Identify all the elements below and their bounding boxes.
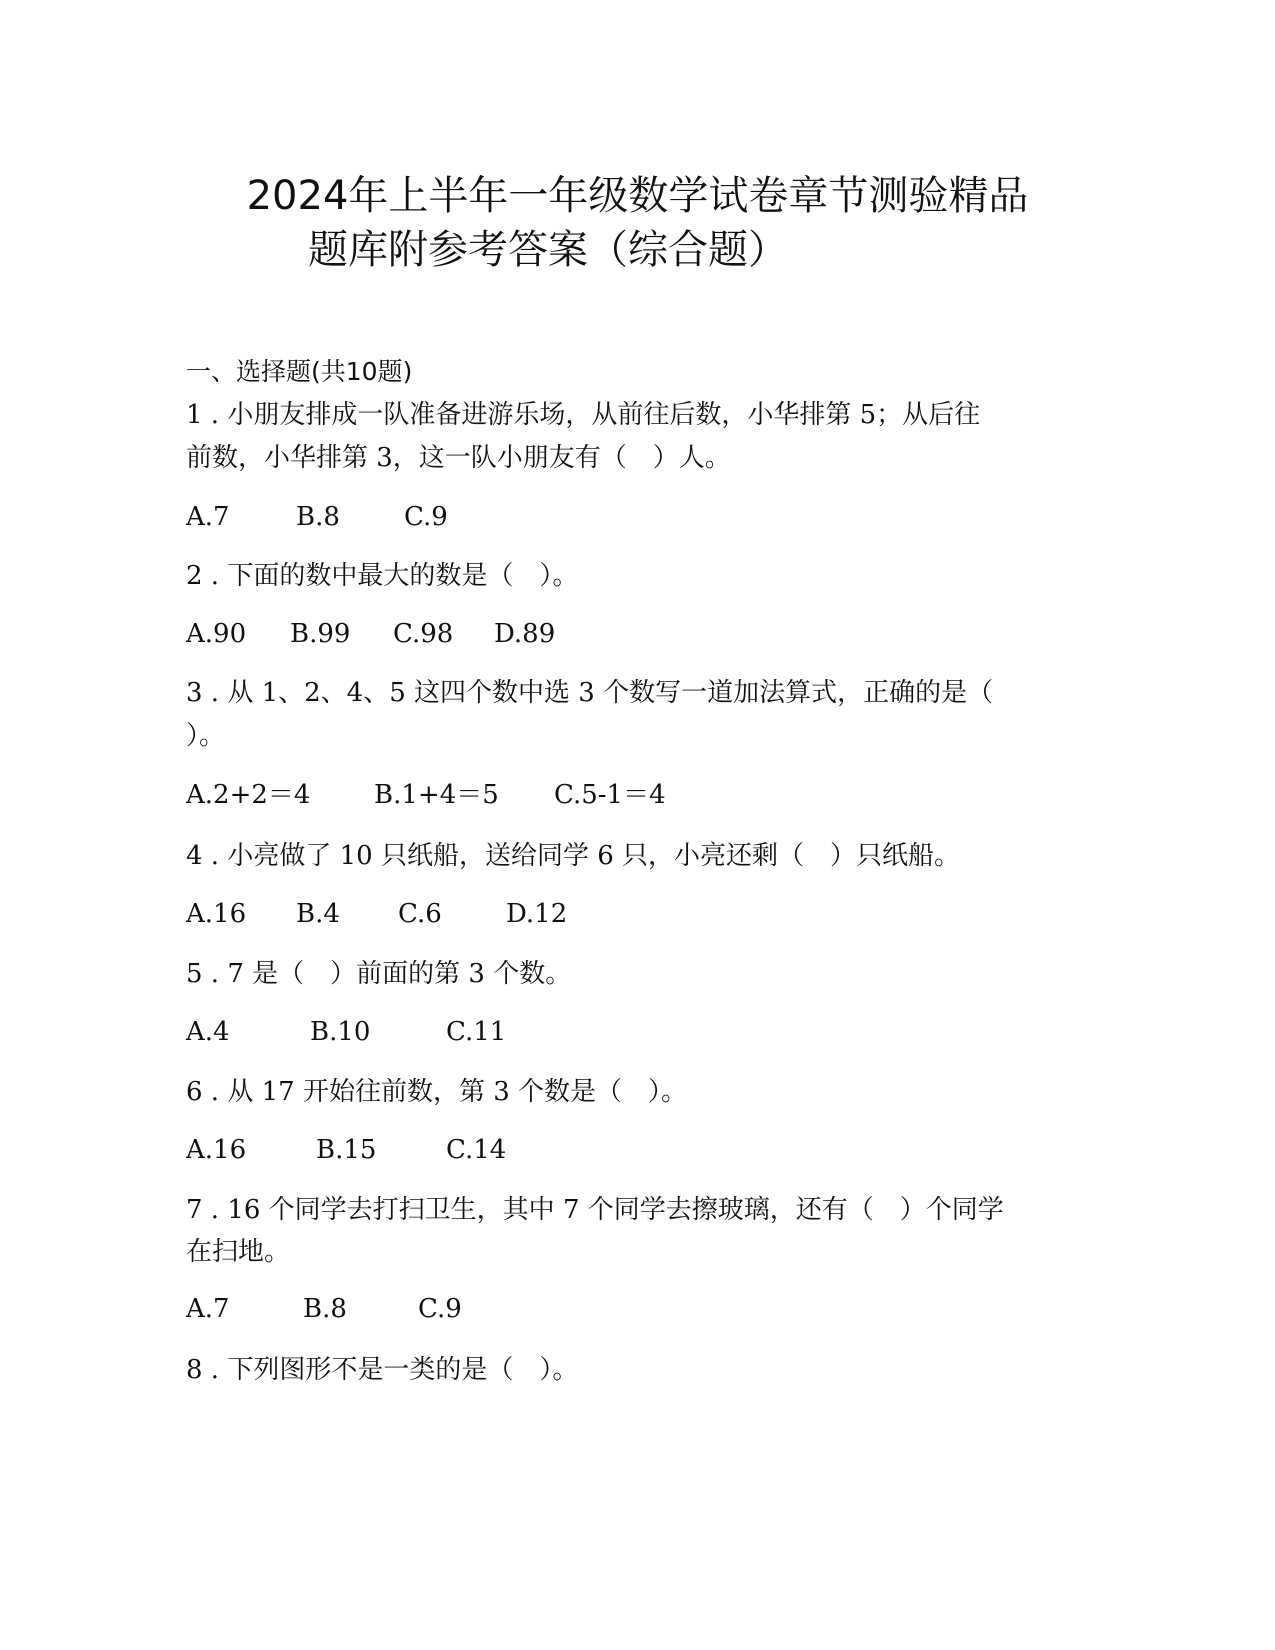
question-5-text-line-1: 5 . 7 是（ ）前面的第 3 个数。 (186, 959, 572, 989)
question-3-text-line-2: ）。 (186, 721, 226, 751)
question-4-option-d: D.12 (506, 899, 568, 929)
question-6-option-b: B.15 (316, 1135, 377, 1165)
question-3-text-line-1: 3 . 从 1、2、4、5 这四个数中选 3 个数写一道加法算式，正确的是（ (186, 678, 994, 708)
question-6-text-line-1: 6 . 从 17 开始往前数，第 3 个数是（ ）。 (186, 1077, 688, 1107)
document-title-line-2: 题库附参考答案（综合题） (308, 227, 788, 273)
question-7-option-a: A.7 (186, 1294, 230, 1324)
question-1-text-line-2: 前数，小华排第 3，这一队小朋友有（ ）人。 (186, 443, 731, 473)
question-4-option-b: B.4 (296, 899, 340, 929)
question-3-option-b: B.1+4＝5 (374, 780, 499, 810)
question-4-option-c: C.6 (398, 899, 442, 929)
question-2-option-d: D.89 (494, 619, 556, 649)
question-1-option-c: C.9 (404, 502, 448, 532)
question-2-option-c: C.98 (393, 619, 454, 649)
question-7-text-line-2: 在扫地。 (186, 1237, 291, 1267)
question-4-text-line-1: 4 . 小亮做了 10 只纸船，送给同学 6 只，小亮还剩（ ）只纸船。 (186, 841, 961, 871)
question-2-option-b: B.99 (290, 619, 351, 649)
document-title-line-1: 2024年上半年一年级数学试卷章节测验精品 (246, 173, 1029, 219)
question-1-option-a: A.7 (186, 502, 230, 532)
question-3-option-a: A.2+2＝4 (186, 780, 311, 810)
question-2-text-line-1: 2 . 下面的数中最大的数是（ ）。 (186, 561, 579, 591)
question-6-option-a: A.16 (186, 1135, 247, 1165)
question-5-option-c: C.11 (446, 1017, 507, 1047)
question-7-option-b: B.8 (303, 1294, 347, 1324)
question-5-option-b: B.10 (310, 1017, 371, 1047)
question-8-text-line-1: 8 . 下列图形不是一类的是（ ）。 (186, 1355, 579, 1385)
question-7-option-c: C.9 (418, 1294, 462, 1324)
question-2-option-a: A.90 (186, 619, 247, 649)
question-4-option-a: A.16 (186, 899, 247, 929)
question-3-option-c: C.5-1＝4 (554, 780, 666, 810)
question-5-option-a: A.4 (186, 1017, 230, 1047)
question-1-option-b: B.8 (296, 502, 340, 532)
question-6-option-c: C.14 (446, 1135, 507, 1165)
question-7-text-line-1: 7 . 16 个同学去打扫卫生，其中 7 个同学去擦玻璃，还有（ ）个同学 (186, 1195, 1004, 1225)
question-1-text-line-1: 1 . 小朋友排成一队准备进游乐场，从前往后数，小华排第 5；从后往 (186, 400, 981, 430)
section-heading: 一、选择题(共10题) (186, 357, 413, 386)
